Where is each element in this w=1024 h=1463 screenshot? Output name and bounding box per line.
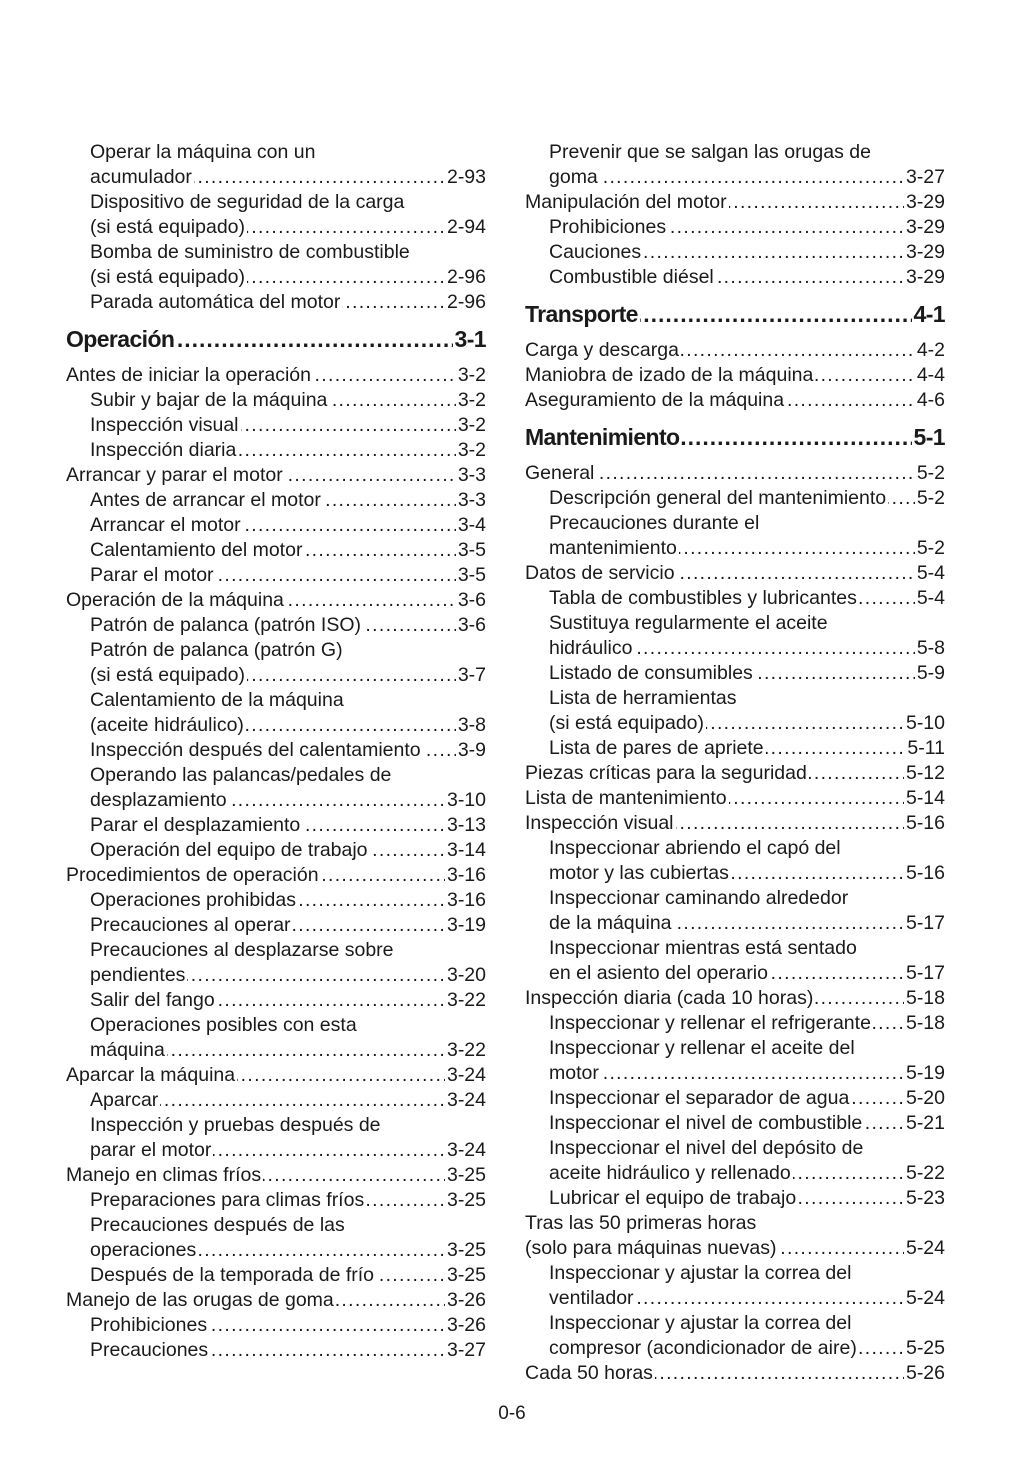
entry-title: Manipulación del motor <box>525 191 727 213</box>
toc-entry[interactable] <box>525 1111 945 1136</box>
toc-entry[interactable] <box>525 1236 945 1261</box>
page-ref: 4-4 <box>916 364 945 386</box>
page-ref: 3-29 <box>905 241 945 263</box>
page-ref: 2-96 <box>446 266 486 288</box>
entry-title: motor <box>549 1062 599 1084</box>
toc-entry[interactable] <box>525 165 945 190</box>
toc-entry[interactable] <box>525 140 945 165</box>
entry-title: Arrancar y parar el motor <box>66 464 283 486</box>
toc-entry[interactable] <box>525 686 945 711</box>
page-ref: 5-9 <box>916 662 945 684</box>
page-ref: 5-16 <box>905 812 945 834</box>
entry-title: Procedimientos de operación <box>66 864 319 886</box>
entry-title: Preparaciones para climas fríos <box>90 1189 365 1211</box>
entry-title: desplazamiento <box>90 789 227 811</box>
entry-title: Manejo en climas fríos <box>66 1164 262 1186</box>
page-ref: 5-24 <box>905 1237 945 1259</box>
page-ref: 5-25 <box>905 1337 945 1359</box>
toc-entry[interactable] <box>525 611 945 636</box>
toc-entry[interactable] <box>525 936 945 961</box>
entry-title: Patrón de palanca (patrón ISO) <box>90 614 361 636</box>
entry-title: Sustituya regularmente el aceite <box>549 612 828 634</box>
entry-title: Operar la máquina con un <box>90 141 316 163</box>
page-ref: 3-20 <box>446 964 486 986</box>
entry-title: Aparcar la máquina <box>66 1064 236 1086</box>
page-ref: 3-29 <box>905 216 945 238</box>
page-ref: 5-18 <box>905 987 945 1009</box>
page-ref: 5-26 <box>905 1362 945 1384</box>
page-ref: 3-24 <box>446 1139 486 1161</box>
entry-title: Inspeccionar y ajustar la correa del <box>549 1262 852 1284</box>
entry-title: (si está equipado) <box>90 266 246 288</box>
toc-entry[interactable] <box>66 1213 486 1238</box>
toc-entry[interactable] <box>66 1238 486 1263</box>
toc-entry[interactable] <box>66 713 486 738</box>
entry-title: Operación de la máquina <box>66 589 284 611</box>
page-ref: 3-2 <box>457 364 486 386</box>
toc-section-heading[interactable] <box>66 325 486 353</box>
toc-entry[interactable] <box>525 338 945 363</box>
toc-entry[interactable] <box>66 140 486 165</box>
page-ref: 3-27 <box>905 166 945 188</box>
entry-title: Carga y descarga <box>525 339 679 361</box>
entry-title: Inspección diaria <box>90 439 237 461</box>
page-ref: 3-24 <box>446 1089 486 1111</box>
toc-entry[interactable] <box>525 1136 945 1161</box>
page-ref: 3-13 <box>446 814 486 836</box>
page-ref: 3-7 <box>457 664 486 686</box>
toc-entry[interactable] <box>66 363 486 388</box>
entry-title: Precauciones durante el <box>549 512 760 534</box>
entry-title: (si está equipado) <box>549 712 705 734</box>
entry-title: Operación del equipo de trabajo <box>90 839 368 861</box>
entry-title: Inspeccionar y ajustar la correa del <box>549 1312 852 1334</box>
toc-entry[interactable] <box>66 413 486 438</box>
entry-title: Tabla de combustibles y lubricantes <box>549 587 857 609</box>
entry-title: en el asiento del operario <box>549 962 768 984</box>
entry-title: Listado de consumibles <box>549 662 753 684</box>
toc-entry[interactable] <box>66 663 486 688</box>
toc-entry[interactable] <box>525 190 945 215</box>
page-ref: 3-22 <box>446 1039 486 1061</box>
entry-title: pendientes <box>90 964 186 986</box>
entry-title: Cada 50 horas <box>525 1362 653 1384</box>
toc-entry[interactable] <box>66 265 486 290</box>
entry-title: mantenimiento <box>549 537 677 559</box>
toc-right-column <box>525 140 945 1386</box>
page-ref: 3-25 <box>446 1264 486 1286</box>
entry-title: Manejo de las orugas de goma <box>66 1289 334 1311</box>
toc-entry[interactable] <box>66 190 486 215</box>
entry-title: Operaciones prohibidas <box>90 889 296 911</box>
entry-title: parar el motor <box>90 1139 212 1161</box>
toc-entry[interactable] <box>66 563 486 588</box>
entry-title: Calentamiento de la máquina <box>90 689 344 711</box>
page-ref: 3-2 <box>457 389 486 411</box>
page-ref: 3-22 <box>446 989 486 1011</box>
page-ref: 2-93 <box>446 166 486 188</box>
entry-title: Lista de herramientas <box>549 687 737 709</box>
toc-entry[interactable] <box>525 911 945 936</box>
entry-title: Prohibiciones <box>90 1314 208 1336</box>
page-ref: 5-19 <box>905 1062 945 1084</box>
entry-title: de la máquina <box>549 912 672 934</box>
entry-title: Inspeccionar el nivel del depósito de <box>549 1137 864 1159</box>
entry-title: Operando las palancas/pedales de <box>90 764 392 786</box>
entry-title: (si está equipado) <box>90 664 246 686</box>
page-ref: 3-6 <box>457 589 486 611</box>
toc-entry[interactable] <box>525 711 945 736</box>
toc-entry[interactable] <box>66 613 486 638</box>
entry-title: hidráulico <box>549 637 633 659</box>
entry-title: Antes de iniciar la operación <box>66 364 311 386</box>
page-ref: 5-2 <box>916 487 945 509</box>
entry-title: Inspección visual <box>90 414 239 436</box>
toc-entry[interactable] <box>525 736 945 761</box>
page-ref: 3-10 <box>446 789 486 811</box>
toc-entry[interactable] <box>66 588 486 613</box>
toc-entry[interactable] <box>66 938 486 963</box>
entry-title: Calentamiento del motor <box>90 539 303 561</box>
entry-title: Aseguramiento de la máquina <box>525 389 785 411</box>
page-ref: 3-25 <box>446 1239 486 1261</box>
toc-entry[interactable] <box>66 1088 486 1113</box>
page-ref: 5-16 <box>905 862 945 884</box>
page-ref: 3-26 <box>446 1314 486 1336</box>
page-ref: 5-22 <box>905 1162 945 1184</box>
entry-title: motor y las cubiertas <box>549 862 729 884</box>
page-ref: 3-29 <box>905 266 945 288</box>
toc-entry[interactable] <box>525 1011 945 1036</box>
page-ref: 5-12 <box>905 762 945 784</box>
page-ref: 3-29 <box>905 191 945 213</box>
entry-title: Parar el motor <box>90 564 214 586</box>
page-ref: 5-1 <box>913 424 945 450</box>
toc-entry[interactable] <box>66 538 486 563</box>
page-ref: 3-16 <box>446 889 486 911</box>
toc-entry[interactable] <box>525 1036 945 1061</box>
section-title: Operación <box>66 326 175 352</box>
page-ref: 3-5 <box>457 564 486 586</box>
entry-title: Inspección diaria (cada 10 horas) <box>525 987 814 1009</box>
entry-title: (solo para máquinas nuevas) <box>525 1237 777 1259</box>
entry-title: Inspeccionar caminando alrededor <box>549 887 849 909</box>
toc-entry[interactable] <box>66 1163 486 1188</box>
toc-entry[interactable] <box>525 1286 945 1311</box>
entry-title: Inspeccionar y rellenar el refrigerante <box>549 1012 871 1034</box>
entry-title: Inspeccionar el separador de agua <box>549 1087 850 1109</box>
toc-entry[interactable] <box>66 1113 486 1138</box>
page-ref: 3-25 <box>446 1164 486 1186</box>
entry-title: Tras las 50 primeras horas <box>525 1212 757 1234</box>
toc-entry[interactable] <box>66 813 486 838</box>
toc-entry[interactable] <box>525 536 945 561</box>
page-ref: 3-14 <box>446 839 486 861</box>
toc-entry[interactable] <box>525 811 945 836</box>
toc-entry[interactable] <box>525 1261 945 1286</box>
page-ref: 3-16 <box>446 864 486 886</box>
page-ref: 5-2 <box>916 462 945 484</box>
toc-entry[interactable] <box>66 963 486 988</box>
toc-entry[interactable] <box>525 636 945 661</box>
entry-title: máquina <box>90 1039 165 1061</box>
entry-title: Piezas críticas para la seguridad <box>525 762 807 784</box>
toc-entry[interactable] <box>66 1013 486 1038</box>
toc-entry[interactable] <box>66 988 486 1013</box>
entry-title: Inspeccionar y rellenar el aceite del <box>549 1037 855 1059</box>
toc-entry[interactable] <box>525 1311 945 1336</box>
page-ref: 5-10 <box>905 712 945 734</box>
toc-entry[interactable] <box>525 986 945 1011</box>
toc-entry[interactable] <box>525 1336 945 1361</box>
entry-title: Inspeccionar el nivel de combustible <box>549 1112 863 1134</box>
toc-entry[interactable] <box>525 1211 945 1236</box>
toc-entry[interactable] <box>525 1086 945 1111</box>
toc-entry[interactable] <box>525 461 945 486</box>
toc-entry[interactable] <box>66 513 486 538</box>
entry-title: (aceite hidráulico) <box>90 714 244 736</box>
toc-entry[interactable] <box>66 1138 486 1163</box>
entry-title: Arrancar el motor <box>90 514 241 536</box>
entry-title: Lubricar el equipo de trabajo <box>549 1187 797 1209</box>
entry-title: Prevenir que se salgan las orugas de <box>549 141 871 163</box>
page-number: 0-6 <box>498 1403 526 1424</box>
toc-entry[interactable] <box>66 240 486 265</box>
toc-entry[interactable] <box>66 763 486 788</box>
page-ref: 5-24 <box>905 1287 945 1309</box>
page-ref: 3-24 <box>446 1064 486 1086</box>
entry-title: Precauciones después de las <box>90 1214 345 1236</box>
entry-title: Patrón de palanca (patrón G) <box>90 639 343 661</box>
entry-title: Inspección y pruebas después de <box>90 1114 381 1136</box>
toc-entry[interactable] <box>66 1188 486 1213</box>
entry-title: Antes de arrancar el motor <box>90 489 321 511</box>
toc-entry[interactable] <box>525 265 945 290</box>
page-ref: 5-11 <box>907 737 945 759</box>
toc-entry[interactable] <box>525 1061 945 1086</box>
page-ref: 3-4 <box>457 514 486 536</box>
toc-entry[interactable] <box>66 1313 486 1338</box>
section-title: Transporte <box>525 301 638 327</box>
page-ref: 5-2 <box>916 537 945 559</box>
toc-entry[interactable] <box>525 861 945 886</box>
page-ref: 5-4 <box>916 587 945 609</box>
toc-entry[interactable] <box>66 1038 486 1063</box>
page-ref: 5-4 <box>916 562 945 584</box>
entry-title: Operaciones posibles con esta <box>90 1014 357 1036</box>
entry-title: Inspeccionar mientras está sentado <box>549 937 857 959</box>
entry-title: Combustible diésel <box>549 266 714 288</box>
entry-title: Parada automática del motor <box>90 291 341 313</box>
page-ref: 2-96 <box>446 291 486 313</box>
toc-entry[interactable] <box>525 486 945 511</box>
entry-title: acumulador <box>90 166 192 188</box>
toc-entry[interactable] <box>66 1063 486 1088</box>
toc-entry[interactable] <box>525 388 945 413</box>
toc-entry[interactable] <box>66 738 486 763</box>
entry-title: Precauciones al operar <box>90 914 291 936</box>
page-ref: 3-27 <box>446 1339 486 1361</box>
entry-title: Maniobra de izado de la máquina <box>525 364 814 386</box>
entry-title: Después de la temporada de frío <box>90 1264 375 1286</box>
toc-section-heading[interactable] <box>525 300 945 328</box>
section-title: Mantenimiento <box>525 424 680 450</box>
entry-title: Precauciones al desplazarse sobre <box>90 939 394 961</box>
page-ref: 3-1 <box>454 326 486 352</box>
entry-title: Lista de mantenimiento <box>525 787 727 809</box>
toc-entry[interactable] <box>66 688 486 713</box>
entry-title: operaciones <box>90 1239 197 1261</box>
page-ref: 2-94 <box>446 216 486 238</box>
dot-leader <box>549 165 945 190</box>
toc-entry[interactable] <box>525 786 945 811</box>
entry-title: Aparcar <box>90 1089 159 1111</box>
page-ref: 3-5 <box>457 539 486 561</box>
toc-entry[interactable] <box>66 463 486 488</box>
entry-title: Salir del fango <box>90 989 215 1011</box>
page-ref: 4-6 <box>916 389 945 411</box>
page-ref: 5-23 <box>905 1187 945 1209</box>
page-ref: 5-17 <box>905 912 945 934</box>
entry-title: ventilador <box>549 1287 634 1309</box>
page-ref: 3-9 <box>457 739 486 761</box>
toc-entry[interactable] <box>66 438 486 463</box>
entry-title: Bomba de suministro de combustible <box>90 241 410 263</box>
entry-title: Inspección visual <box>525 812 674 834</box>
toc-entry[interactable] <box>66 1288 486 1313</box>
entry-title: compresor (acondicionador de aire) <box>549 1337 857 1359</box>
page-ref: 5-18 <box>905 1012 945 1034</box>
toc-entry[interactable] <box>525 215 945 240</box>
toc-entry[interactable] <box>525 1361 945 1386</box>
entry-title: Precauciones <box>90 1339 209 1361</box>
toc-entry[interactable] <box>525 511 945 536</box>
entry-title: Descripción general del mantenimiento <box>549 487 887 509</box>
entry-title: aceite hidráulico y rellenado <box>549 1162 791 1184</box>
toc-entry[interactable] <box>66 863 486 888</box>
entry-title: Lista de pares de apriete <box>549 737 764 759</box>
page-ref: 5-20 <box>905 1087 945 1109</box>
entry-title: Inspección después del calentamiento <box>90 739 421 761</box>
toc-entry[interactable] <box>525 886 945 911</box>
page-ref: 3-25 <box>446 1189 486 1211</box>
page-ref: 3-2 <box>457 439 486 461</box>
toc-entry[interactable] <box>66 488 486 513</box>
entry-title: Inspeccionar abriendo el capó del <box>549 837 841 859</box>
toc-section-heading[interactable] <box>525 423 945 451</box>
page-ref: 5-21 <box>905 1112 945 1134</box>
toc-entry[interactable] <box>66 388 486 413</box>
toc-entry[interactable] <box>525 661 945 686</box>
toc-entry[interactable] <box>525 240 945 265</box>
toc-entry[interactable] <box>525 561 945 586</box>
entry-title: Parar el desplazamiento <box>90 814 301 836</box>
toc-entry[interactable] <box>66 913 486 938</box>
entry-title: General <box>525 462 595 484</box>
toc-entry[interactable] <box>525 586 945 611</box>
page-ref: 3-6 <box>457 614 486 636</box>
entry-title: Cauciones <box>549 241 642 263</box>
toc-entry[interactable] <box>525 1161 945 1186</box>
toc-left-column <box>66 140 486 1363</box>
toc-entry[interactable] <box>66 788 486 813</box>
entry-title: Datos de servicio <box>525 562 675 584</box>
toc-entry[interactable] <box>66 888 486 913</box>
entry-title: Prohibiciones <box>549 216 667 238</box>
page-ref: 3-19 <box>446 914 486 936</box>
page-ref: 3-2 <box>457 414 486 436</box>
dot-leader <box>549 1061 945 1086</box>
entry-title: Dispositivo de seguridad de la carga <box>90 191 405 213</box>
toc-entry[interactable] <box>66 290 486 315</box>
page-ref: 3-3 <box>457 464 486 486</box>
toc-entry[interactable] <box>66 1338 486 1363</box>
toc-entry[interactable] <box>66 838 486 863</box>
toc-entry[interactable] <box>66 1263 486 1288</box>
toc-entry[interactable] <box>525 961 945 986</box>
page-ref: 3-26 <box>446 1289 486 1311</box>
entry-title: Subir y bajar de la máquina <box>90 389 328 411</box>
page-ref: 4-2 <box>916 339 945 361</box>
toc-entry[interactable] <box>525 836 945 861</box>
page-ref: 5-17 <box>905 962 945 984</box>
entry-title: (si está equipado) <box>90 216 246 238</box>
page-ref: 4-1 <box>913 301 945 327</box>
toc-entry[interactable] <box>525 363 945 388</box>
page-ref: 3-3 <box>457 489 486 511</box>
entry-title: goma <box>549 166 598 188</box>
toc-entry[interactable] <box>66 215 486 240</box>
toc-entry[interactable] <box>66 638 486 663</box>
page-ref: 5-8 <box>916 637 945 659</box>
page-ref: 5-14 <box>905 787 945 809</box>
toc-entry[interactable] <box>525 1186 945 1211</box>
toc-entry[interactable] <box>66 165 486 190</box>
page-ref: 3-8 <box>457 714 486 736</box>
toc-entry[interactable] <box>525 761 945 786</box>
